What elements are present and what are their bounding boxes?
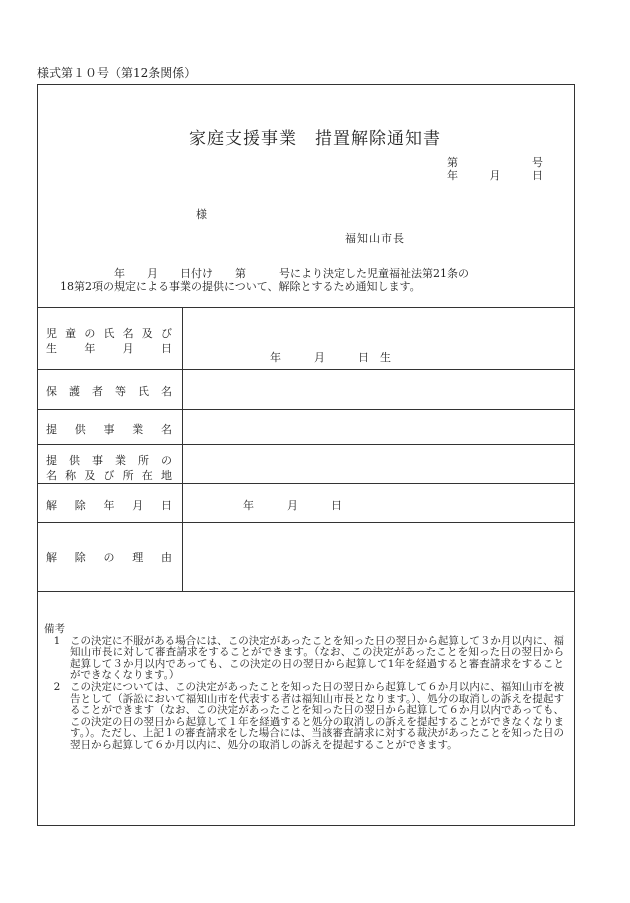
row-divider bbox=[37, 409, 575, 410]
document-date bbox=[447, 167, 543, 183]
page-title: 家庭支援事業 措置解除通知書 bbox=[189, 129, 441, 149]
issuer-name: 福知山市長 bbox=[345, 232, 405, 245]
addressee-suffix: 様 bbox=[196, 208, 207, 221]
cancel-reason-label: 解 除 の 理 由 bbox=[46, 551, 172, 564]
column-divider bbox=[182, 307, 183, 591]
child-name-label-line2: 生 年 月 日 bbox=[46, 342, 172, 355]
table-top-divider bbox=[37, 307, 575, 308]
note-text: この決定に不服がある場合には、この決定があったことを知った日の翌日から起算して３か月以内に、福知山市長に対して審査請求をすることができます。（なお、この決定があったことを知った日の翌日から起算して３か月以内であっても、この決定の日の翌日から起算して1年を経過すると審査請求をすることができなくなります。） bbox=[70, 634, 564, 682]
doc-date-day: 日 bbox=[532, 169, 543, 182]
note-text: この決定については、この決定があったことを知った日の翌日から起算して６か月以内に、福知山市を被告として（訴訟において福知山市を代表する者は福知山市長となります。）、処分の取消しの訴えを提起することができます（なお、この決定があったことを知った日の翌日から起算して６か月以内であっても、この決定の日の翌日から起算して１年を経過すると処分の取消しの訴えを提起することができなくなります。）。ただし、上記１の審査請求をした場合には、当該審査請求に対する裁決があったことを知った日の翌日から起算して６か月以内に、処分の取消しの訴えを提起することができます。 bbox=[70, 680, 564, 751]
note-item bbox=[44, 636, 564, 682]
note-number: 2 bbox=[53, 680, 61, 693]
note-item bbox=[44, 682, 564, 752]
note-number: 1 bbox=[53, 634, 61, 647]
child-name-label-line1: 児 童 の 氏 名 及 び bbox=[46, 327, 172, 340]
row-divider bbox=[37, 483, 575, 484]
doc-date-month: 月 bbox=[489, 169, 501, 182]
business-name-label: 提 供 事 業 名 bbox=[46, 423, 172, 436]
row-divider bbox=[37, 444, 575, 445]
doc-number-suffix: 号 bbox=[532, 156, 543, 169]
office-label-line1: 提 供 事 業 所 の bbox=[46, 454, 172, 467]
notes-section bbox=[44, 624, 564, 752]
office-label bbox=[46, 452, 172, 483]
row-divider bbox=[37, 522, 575, 523]
cancel-date-value[interactable]: 年 月 日 bbox=[243, 499, 342, 512]
doc-date-year: 年 bbox=[447, 169, 458, 182]
office-label-line2: 名 称 及 び 所 在 地 bbox=[46, 469, 172, 482]
body-text-line-2: 18第2項の規定による事業の提供について、解除とするため通知します。 bbox=[60, 280, 421, 293]
guardian-name-label: 保 護 者 等 氏 名 bbox=[46, 385, 172, 398]
birth-date-value[interactable]: 年 月 日 生 bbox=[270, 351, 391, 364]
row-divider bbox=[37, 369, 575, 370]
doc-number-prefix: 第 bbox=[447, 156, 458, 169]
cancel-date-label: 解 除 年 月 日 bbox=[46, 499, 172, 512]
body-text-line-1: 年 月 日付け 第 号により決定した児童福祉法第21条の bbox=[114, 267, 469, 280]
notes-heading: 備考 bbox=[44, 623, 65, 635]
table-bottom-divider bbox=[37, 591, 575, 592]
child-name-label bbox=[46, 325, 172, 356]
form-number-label: 様式第１０号（第12条関係） bbox=[37, 66, 197, 80]
